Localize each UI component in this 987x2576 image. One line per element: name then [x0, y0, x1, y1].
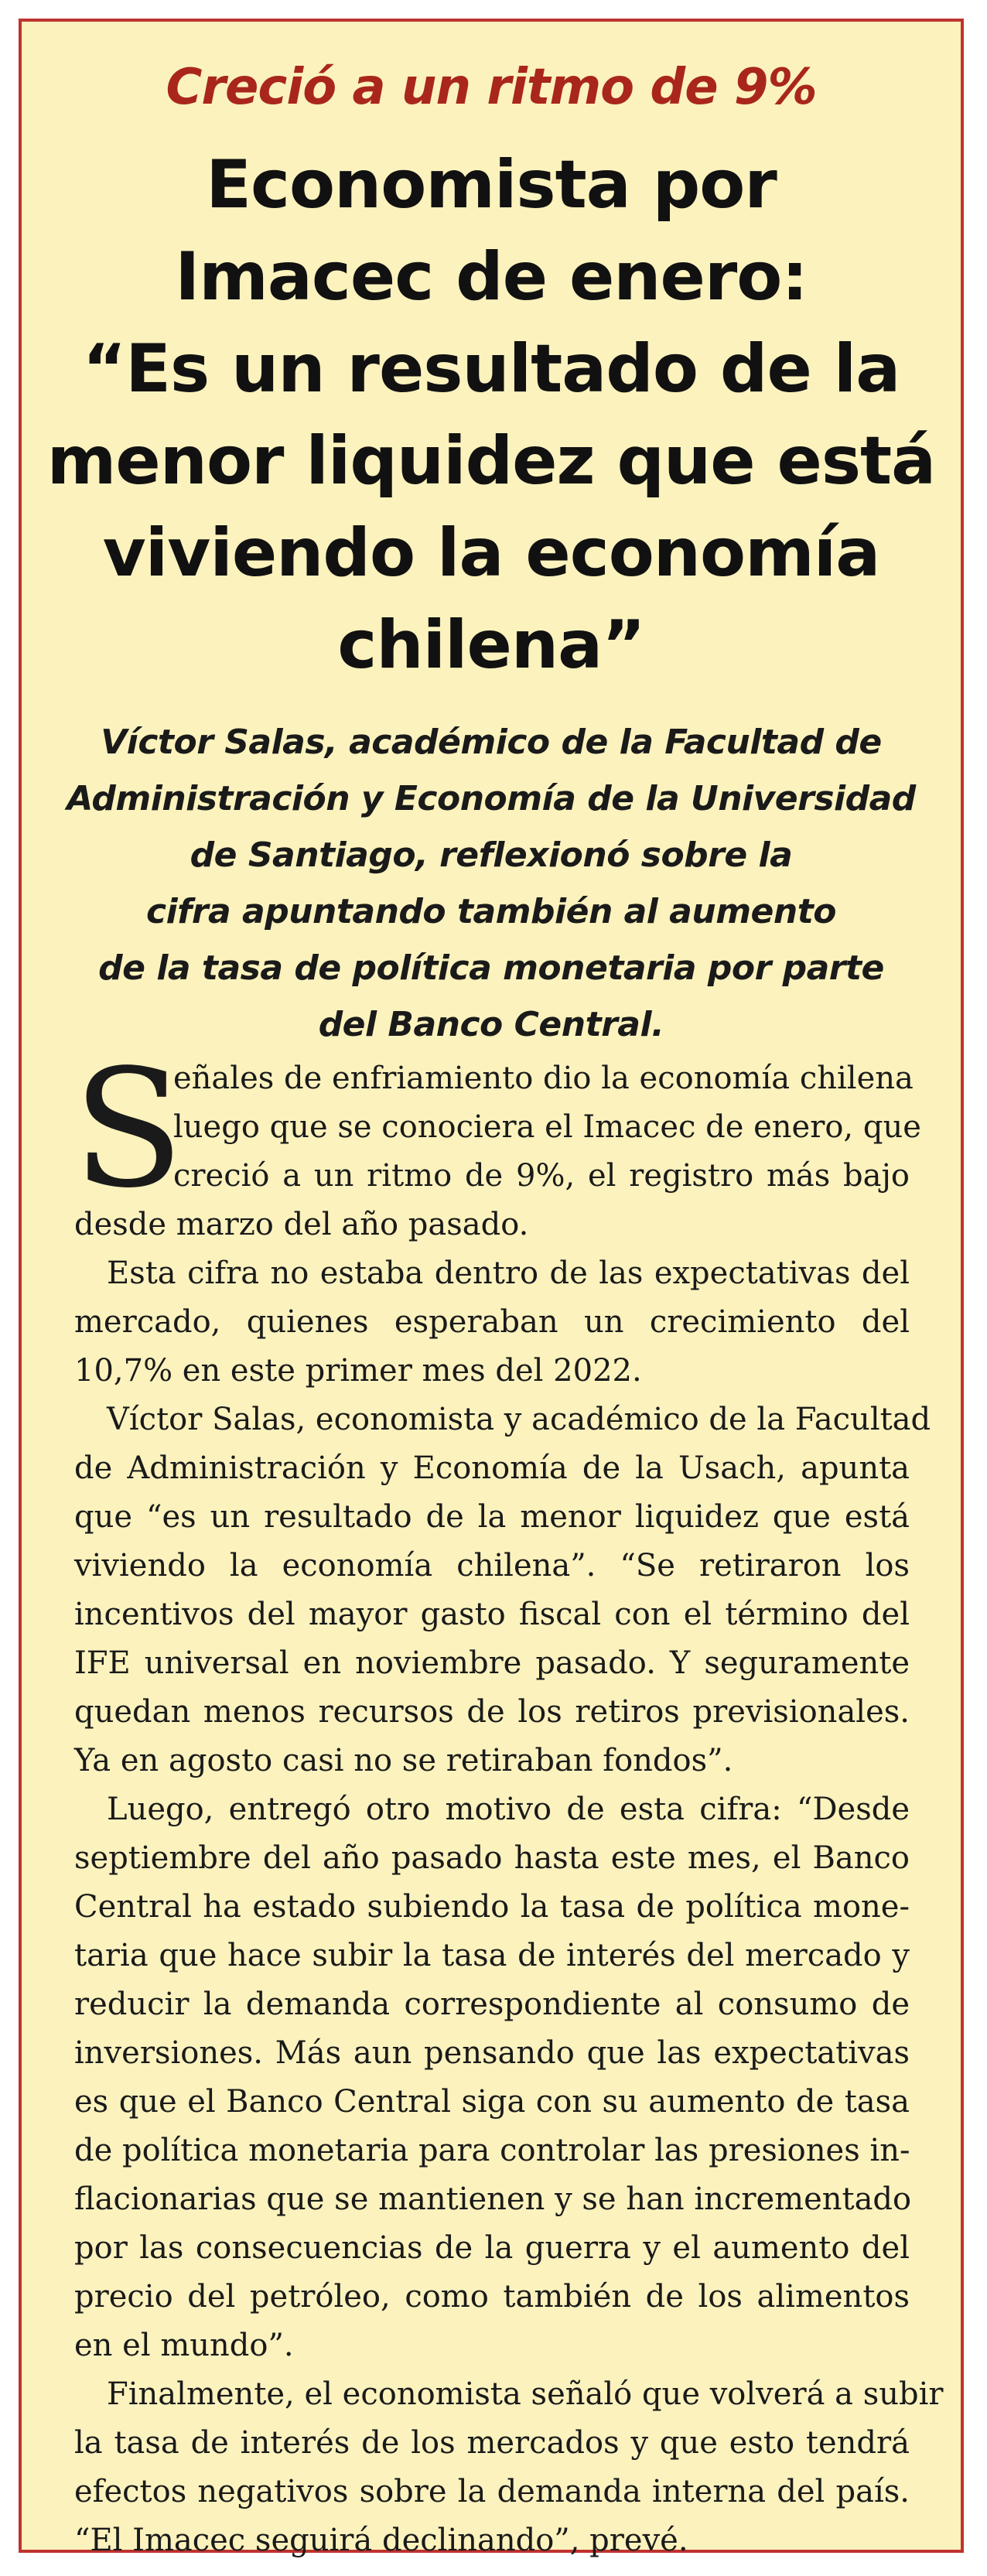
body-line: “El Imacec seguirá declinando”, prevé.	[74, 2523, 688, 2558]
paragraph-5	[74, 2370, 944, 2565]
headline-line: chilena”	[337, 606, 645, 684]
headline-line: Imacec de enero:	[175, 238, 808, 316]
body-line: en el mundo”.	[74, 2328, 294, 2363]
body-line: eñales de enfriamiento dio la economía chilena	[173, 1061, 914, 1096]
headline-line: Economista por	[206, 146, 777, 224]
body-line: efectos negativos sobre la demanda interna del país.	[74, 2474, 910, 2509]
paragraph-1	[73, 1034, 921, 1249]
body-line: Finalmente, el economista señaló que volverá a subir	[107, 2376, 944, 2412]
body-line: de política monetaria para controlar las presiones in-	[74, 2133, 910, 2168]
body-line: IFE universal en noviembre pasado. Y seguramente	[74, 1645, 910, 1681]
body-line: Ya en agosto casi no se retiraban fondos”.	[74, 1743, 733, 1778]
kicker: Creció a un ritmo de 9%	[166, 59, 817, 116]
article-card	[19, 19, 964, 2558]
headline	[37, 139, 945, 692]
deck-line: Administración y Economía de la Universidad	[67, 779, 916, 818]
deck-line: de Santiago, reflexionó sobre la	[190, 835, 793, 875]
article-body	[73, 1034, 944, 2565]
deck-line: del Banco Central.	[318, 1005, 664, 1044]
body-line: desde marzo del año pasado.	[74, 1207, 529, 1242]
paragraph-4	[74, 1785, 910, 2370]
body-line: Central ha estado subiendo la tasa de política mone-	[74, 1889, 910, 1925]
body-line: quedan menos recursos de los retiros previsionales.	[74, 1694, 910, 1730]
body-line: flacionarias que se mantienen y se han incrementado	[74, 2181, 912, 2217]
deck-line: cifra apuntando también al aumento	[146, 892, 836, 931]
body-line: luego que se conociera el Imacec de enero, que	[173, 1109, 921, 1145]
body-line: 10,7% en este primer mes del 2022.	[74, 1353, 642, 1389]
body-line: que “es un resultado de la menor liquidez que está	[74, 1499, 910, 1535]
body-line: reducir la demanda correspondiente al consumo de	[74, 1987, 910, 2022]
body-line: viviendo la economía chilena”. “Se retiraron los	[74, 1548, 910, 1584]
paragraph-2	[74, 1249, 910, 1396]
body-line: Esta cifra no estaba dentro de las expectativas del	[107, 1256, 910, 1291]
headline-line: menor liquidez que está	[46, 422, 936, 500]
body-line: es que el Banco Central siga con su aumento de tasa	[74, 2084, 910, 2120]
deck-line: de la tasa de política monetaria por parte	[98, 948, 884, 988]
paragraph-3	[74, 1396, 931, 1785]
drop-cap: S	[73, 1034, 184, 1224]
body-line: Víctor Salas, economista y académico de la Facultad	[107, 1402, 931, 1437]
body-line: inversiones. Más aun pensando que las expectativas	[74, 2035, 910, 2071]
body-line: Luego, entregó otro motivo de esta cifra: “Desde	[107, 1792, 910, 1827]
body-line: creció a un ritmo de 9%, el registro más bajo	[173, 1158, 910, 1194]
headline-line: viviendo la economía	[102, 514, 880, 592]
body-line: precio del petróleo, como también de los alimentos	[74, 2279, 910, 2315]
body-line: de Administración y Economía de la Usach, apunta	[74, 1450, 910, 1486]
headline-line: “Es un resultado de la	[82, 330, 900, 408]
body-line: la tasa de interés de los mercados y que esto tendrá	[74, 2425, 910, 2461]
deck-line: Víctor Salas, académico de la Facultad de	[101, 723, 882, 762]
body-line: septiembre del año pasado hasta este mes, el Banco	[74, 1840, 910, 1876]
body-line: por las consecuencias de la guerra y el aumento del	[74, 2230, 910, 2266]
deck	[37, 714, 945, 1053]
body-line: taria que hace subir la tasa de interés del mercado y	[74, 1938, 910, 1973]
body-line: incentivos del mayor gasto fiscal con el término del	[74, 1597, 910, 1632]
body-line: mercado, quienes esperaban un crecimiento del	[74, 1304, 910, 1340]
